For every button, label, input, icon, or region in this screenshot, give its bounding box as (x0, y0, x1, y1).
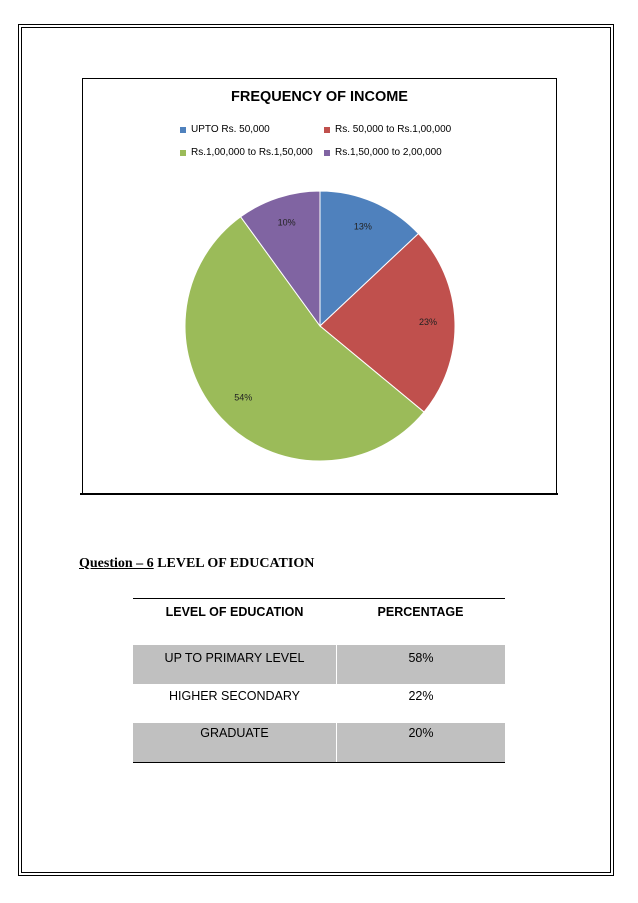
chart-underline (80, 493, 558, 495)
table-cell-level: UP TO PRIMARY LEVEL (133, 645, 336, 684)
table-cell-percentage: 20% (337, 723, 505, 762)
question-title: LEVEL OF EDUCATION (153, 556, 315, 571)
legend-label: Rs. 50,000 to Rs.1,00,000 (335, 124, 452, 135)
question-heading (79, 556, 314, 572)
question-number: Question – 6 (79, 556, 154, 571)
pie-data-label: 54% (234, 392, 253, 403)
legend-label: Rs.1,00,000 to Rs.1,50,000 (191, 147, 313, 158)
chart-title: FREQUENCY OF INCOME (231, 89, 408, 105)
table-cell-percentage: 58% (337, 645, 505, 684)
table-bottom-rule (133, 762, 505, 763)
table-header-level: LEVEL OF EDUCATION (165, 605, 304, 619)
legend-label: UPTO Rs. 50,000 (191, 124, 270, 135)
income-pie-chart (82, 78, 557, 494)
table-cell-level: GRADUATE (133, 723, 336, 762)
table-header-percentage: PERCENTAGE (377, 605, 464, 619)
pie-plot-area (83, 79, 555, 492)
table-cell-level: HIGHER SECONDARY (168, 689, 301, 703)
pie-data-label: 23% (418, 316, 437, 327)
table-cell-percentage: 22% (408, 689, 434, 703)
legend-label: Rs.1,50,000 to 2,00,000 (335, 147, 442, 158)
pie-data-label: 10% (277, 217, 296, 228)
pie-data-label: 13% (353, 221, 372, 232)
